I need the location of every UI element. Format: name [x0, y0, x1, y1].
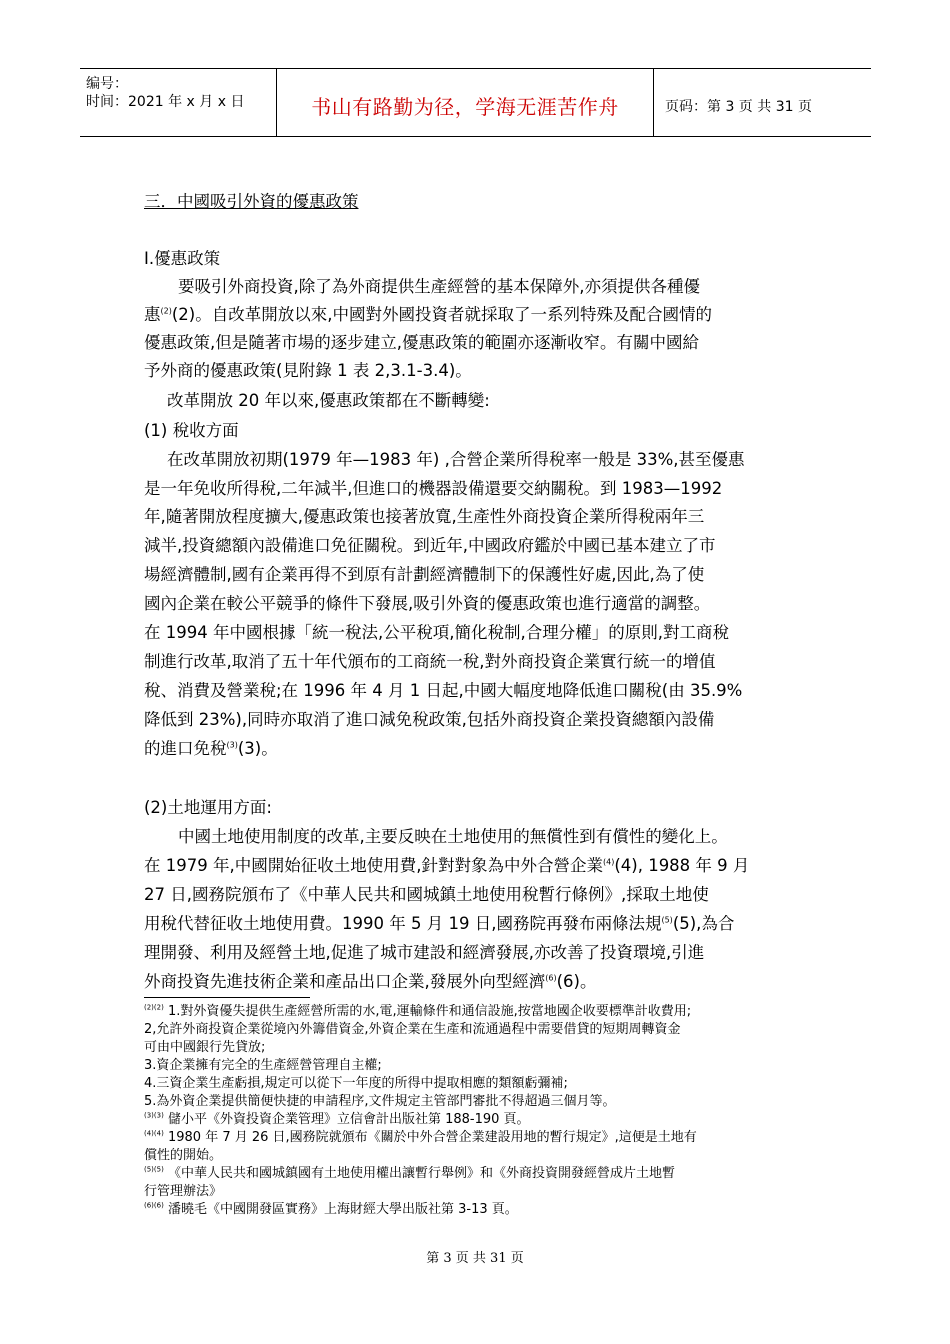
- footnote-ref: (2): [160, 306, 172, 316]
- document-date: 时间：2021 年 x 月 x 日: [86, 94, 245, 110]
- footnote-mark: (6)(6): [144, 1201, 164, 1210]
- footnote-6: [144, 1202, 518, 1218]
- text-run: 的進口免稅: [144, 739, 227, 758]
- footnote-3: [144, 1112, 530, 1128]
- subsection-title: I.優惠政策: [144, 249, 221, 268]
- footnote-line: 行管理辦法》: [144, 1184, 223, 1199]
- footnote-ref: (4): [602, 857, 615, 867]
- footnote-text: 儲小平《外資投資企業管理》立信會計出版社第 188-190 頁。: [163, 1112, 530, 1127]
- paragraph-line: 27 日,國務院頒布了《中華人民共和國城鎮土地使用稅暫行條例》,採取土地使: [144, 885, 709, 904]
- footnote-line: 2,允許外商投資企業從境內外籌借資金,外資企業在生產和流通過程中需要借貸的短期周轉資金: [144, 1022, 681, 1037]
- footnote-2: [144, 1004, 691, 1020]
- paragraph-line: [144, 852, 749, 879]
- paragraph-line: [144, 735, 278, 762]
- footnote-text: 1.對外資優失提供生產經營所需的水,電,運輸條件和通信設施,按當地國企收要標準計收費用;: [163, 1004, 692, 1019]
- paragraph-line: 在改革開放初期(1979 年—1983 年) ,合營企業所得稅率一般是 33%,甚至優惠: [167, 450, 745, 469]
- text-run: (4), 1988 年 9 月: [614, 856, 750, 875]
- footnote-mark: (4)(4): [144, 1129, 164, 1138]
- text-run: 在 1979 年,中國開始征收土地使用費,針對對象為中外合營企業: [144, 856, 603, 875]
- paragraph-line: [144, 968, 596, 995]
- header-page-info: 页码：第 3 页 共 31 页: [665, 99, 812, 115]
- paragraph-line: 中國土地使用制度的改革,主要反映在土地使用的無償性到有償性的變化上。: [178, 827, 728, 846]
- footnote-line: 償性的開始。: [144, 1148, 223, 1163]
- footnote-mark: (5)(5): [144, 1165, 164, 1174]
- subheading-tax: (1) 稅收方面: [144, 421, 239, 440]
- footnote-ref: (6): [545, 973, 557, 983]
- section-title: 三．中國吸引外資的優惠政策: [144, 192, 359, 211]
- text-run: 惠: [144, 305, 161, 324]
- paragraph-line: [144, 910, 734, 937]
- text-run: 外商投資先進技術企業和產品出口企業,發展外向型經濟: [144, 972, 546, 991]
- footnote-line: 5.為外資企業提供簡便快捷的申請程序,文件規定主管部門審批不得超過三個月等。: [144, 1094, 616, 1109]
- paragraph-line: 稅、消費及營業稅;在 1996 年 4 月 1 日起,中國大幅度地降低進口關稅(由 35.9%: [144, 681, 743, 700]
- paragraph-line: 國內企業在較公平競爭的條件下發展,吸引外資的優惠政策也進行適當的調整。: [144, 594, 711, 613]
- header-motto-cell: [276, 69, 654, 136]
- header-page-cell: [653, 69, 871, 136]
- paragraph-line: 優惠政策,但是隨著市場的逐步建立,優惠政策的範圍亦逐漸收窄。有關中國給: [144, 333, 699, 352]
- footnote-4: [144, 1130, 697, 1146]
- text-run: (6)。: [556, 972, 597, 991]
- footnote-text: 潘曉毛《中國開發區實務》上海財經大學出版社第 3-13 頁。: [163, 1202, 518, 1217]
- paragraph-line: 制進行改革,取消了五十年代頒布的工商統一稅,對外商投資企業實行統一的增值: [144, 652, 716, 671]
- text-run: (3)。: [237, 739, 278, 758]
- header-meta: [80, 69, 276, 136]
- paragraph-line: 減半,投資總額內設備進口免征關稅。到近年,中國政府鑑於中國已基本建立了市: [144, 536, 716, 555]
- document-header: [80, 68, 871, 137]
- paragraph-line: 要吸引外商投資,除了為外商提供生產經營的基本保障外,亦須提供各種優: [178, 277, 700, 296]
- footnote-ref: (5): [661, 915, 673, 925]
- footnote-text: 《中華人民共和國城鎮國有土地使用權出讓暫行舉例》和《外商投資開發經營成片土地暫: [163, 1166, 675, 1181]
- paragraph-line: 是一年免收所得稅,二年減半,但進口的機器設備還要交納關稅。到 1983—1992: [144, 479, 723, 498]
- footnote-separator: [144, 997, 310, 998]
- text-run: (5),為合: [672, 914, 735, 933]
- paragraph-line: [144, 301, 712, 328]
- paragraph-line: 理開發、利用及經營土地,促進了城市建設和經濟發展,亦改善了投資環境,引進: [144, 943, 705, 962]
- footnote-ref: (3): [226, 740, 238, 750]
- paragraph-line: 在 1994 年中國根據「統一稅法,公平稅項,簡化稅制,合理分權」的原則,對工商稅: [144, 623, 729, 642]
- document-number-label: 编号：: [86, 76, 128, 92]
- footnote-line: 3.資企業擁有完全的生產經營管理自主權;: [144, 1058, 382, 1073]
- footnote-line: 4.三資企業生產虧損,規定可以從下一年度的所得中提取相應的類額虧彌補;: [144, 1076, 568, 1091]
- subheading-land: (2)土地運用方面:: [144, 798, 272, 817]
- text-run: 用稅代替征收土地使用費。1990 年 5 月 19 日,國務院再發布兩條法規: [144, 914, 662, 933]
- footnote-line: 可由中國銀行先貸放;: [144, 1040, 266, 1055]
- paragraph-line: 改革開放 20 年以來,優惠政策都在不斷轉變:: [167, 391, 490, 410]
- paragraph-line: 年,隨著開放程度擴大,優惠政策也接著放寬,生產性外商投資企業所得稅兩年三: [144, 507, 705, 526]
- header-motto: 书山有路勤为径，学海无涯苦作舟: [311, 95, 619, 119]
- footnote-5: [144, 1166, 675, 1182]
- paragraph-line: 場經濟體制,國有企業再得不到原有計劃經濟體制下的保護性好處,因此,為了使: [144, 565, 705, 584]
- footnote-mark: (3)(3): [144, 1111, 164, 1120]
- page-footer: 第 3 页 共 31 页: [426, 1251, 524, 1266]
- paragraph-line: 降低到 23%),同時亦取消了進口減免稅政策,包括外商投資企業投資總額內設備: [144, 710, 715, 729]
- footnote-mark: (2)(2): [144, 1003, 164, 1012]
- text-run: (2)。自改革開放以來,中國對外國投資者就採取了一系列特殊及配合國情的: [171, 305, 712, 324]
- paragraph-line: 予外商的優惠政策(見附錄 1 表 2,3.1-3.4)。: [144, 361, 472, 380]
- footnote-text: 1980 年 7 月 26 日,國務院就頒布《關於中外合營企業建設用地的暫行規定》,這便是土地有: [163, 1130, 697, 1145]
